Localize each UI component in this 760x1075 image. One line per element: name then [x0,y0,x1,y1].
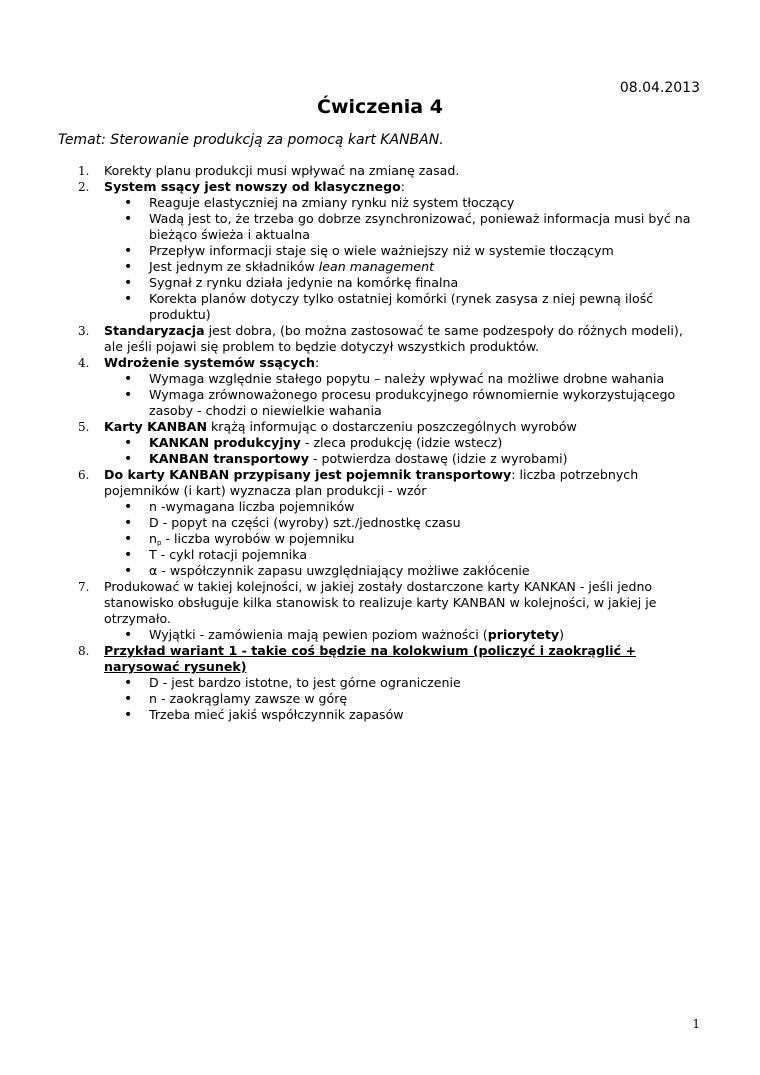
bullet-item: • n -wymagana liczba pojemników [124,499,355,515]
list-item-3 [0,323,700,355]
bullet-item: • Korekta planów dotyczy tylko ostatniej komórki (rynek zasysa z niej pewną ilość produktu) [124,291,654,322]
bullet-item: • KANBAN transportowy - potwierdza dostawę (idzie z wyrobami) [124,451,568,467]
bullet-item: • Wyjątki - zamówienia mają pewien poziom ważności (priorytety) [124,627,565,643]
bullet-icon: • [124,531,133,547]
bullet-item: • T - cykl rotacji pojemnika [124,547,308,563]
list-item-1 [0,163,700,179]
item-number: 3. [78,324,90,338]
bullet-item: • Przepływ informacji staje się o wiele ważniejszy niż w systemie tłoczącym [124,243,614,259]
bullet-icon: • [124,195,133,211]
bullet-icon: • [124,547,133,563]
item-text: : [315,355,320,370]
item-text: jest dobra, (bo można zastosować te same podzespoły do różnych modeli), ale jeśli pojawi się problem to będzie dotyczył wszystkich produktów. [104,323,683,354]
list-item-2 [0,179,700,195]
bullet-item: • $n_p$ - liczba wyrobów w pojemniku [124,531,355,547]
item-bold-text: Standaryzacja [104,323,205,338]
item-number: 5. [78,420,90,434]
document-body [0,163,700,723]
item-text: Produkować w takiej kolejności, w jakiej zostały dostarczone karty KANKAN - jeśli jedno stanowisko obsługuje kilka stanowisk to realizuje karty KANBAN w kolejności, w jakiej je otrzymało. [104,579,657,626]
list-item-8 [0,643,700,675]
bullet-item: • D - popyt na części (wyroby) szt./jednostkę czasu [124,515,461,531]
bullet-icon: • [124,291,133,307]
item-number: 2. [78,180,90,194]
bullet-icon: • [124,675,133,691]
bullet-icon: • [124,243,133,259]
list-item-4 [0,355,700,371]
bullet-item: • Sygnał z rynku działa jedynie na komórkę finalna [124,275,459,291]
bullet-icon: • [124,435,133,451]
item-bold-text: Karty KANBAN [104,419,208,434]
bullet-icon: • [124,515,133,531]
bullet-icon: • [124,499,133,515]
bullet-icon: • [124,707,133,723]
page-number: 1 [692,1017,700,1031]
item-number: 6. [78,468,90,482]
bullet-icon: • [124,691,133,707]
bullet-item: • Trzeba mieć jakiś współczynnik zapasów [124,707,404,723]
bullet-item: • Reaguje elastyczniej na zmiany rynku niż system tłoczący [124,195,515,211]
bullet-icon: • [124,371,133,387]
item-bold-text: Przykład wariant 1 - takie coś będzie na kolokwium (policzyć i zaokrąglić + narysować rysunek) [104,643,637,674]
page-title: Ćwiczenia 4 [317,96,443,118]
item-text: Korekty planu produkcji musi wpływać na zmianę zasad. [104,163,460,178]
date: 08.04.2013 [619,80,700,96]
bullet-item: • Wymaga zrównoważonego procesu produkcyjnego równomiernie wykorzystującego zasoby - chodzi o niewielkie wahania [124,387,676,418]
list-item-7 [0,579,700,627]
item-text: : liczba potrzebnych pojemników (i kart) wyznacza plan produkcji - wzór [104,467,639,498]
bullet-item: • KANKAN produkcyjny - zleca produkcję (idzie wstecz) [124,435,503,451]
bullet-item: • Wymaga względnie stałego popytu – należy wpływać na możliwe drobne wahania [124,371,665,387]
item-number: 8. [78,644,90,658]
item-bold-text: Wdrożenie systemów ssących [104,355,316,370]
bullet-item: • Wadą jest to, że trzeba go dobrze zsynchronizować, ponieważ informacja musi być na bieżąco świeża i aktualna [124,211,691,242]
bullet-item: • Jest jednym ze składników lean management [124,259,435,275]
bullet-item: • n - zaokrąglamy zawsze w górę [124,691,348,707]
item-bold-text: System ssący jest nowszy od klasycznego [104,179,401,194]
item-number: 1. [78,164,90,178]
item-bold-text: Do karty KANBAN przypisany jest pojemnik transportowy [104,467,512,482]
bullet-item: • α - współczynnik zapasu uwzględniający możliwe zakłócenie [124,563,530,579]
bullet-icon: • [124,259,133,275]
list-item-6 [0,467,700,499]
bullet-icon: • [124,627,133,643]
bullet-icon: • [124,451,133,467]
item-number: 7. [78,580,90,594]
bullet-item: • D - jest bardzo istotne, to jest górne ograniczenie [124,675,461,691]
item-number: 4. [78,356,90,370]
topic: Temat: Sterowanie produkcją za pomocą kart KANBAN. [58,132,444,148]
bullet-icon: • [124,211,133,227]
item-text: : [400,179,405,194]
bullet-icon: • [124,275,133,291]
bullet-icon: • [124,563,133,579]
list-item-5 [0,419,700,435]
item-text: krążą informując o dostarczeniu poszczególnych wyrobów [207,419,577,434]
bullet-icon: • [124,387,133,403]
